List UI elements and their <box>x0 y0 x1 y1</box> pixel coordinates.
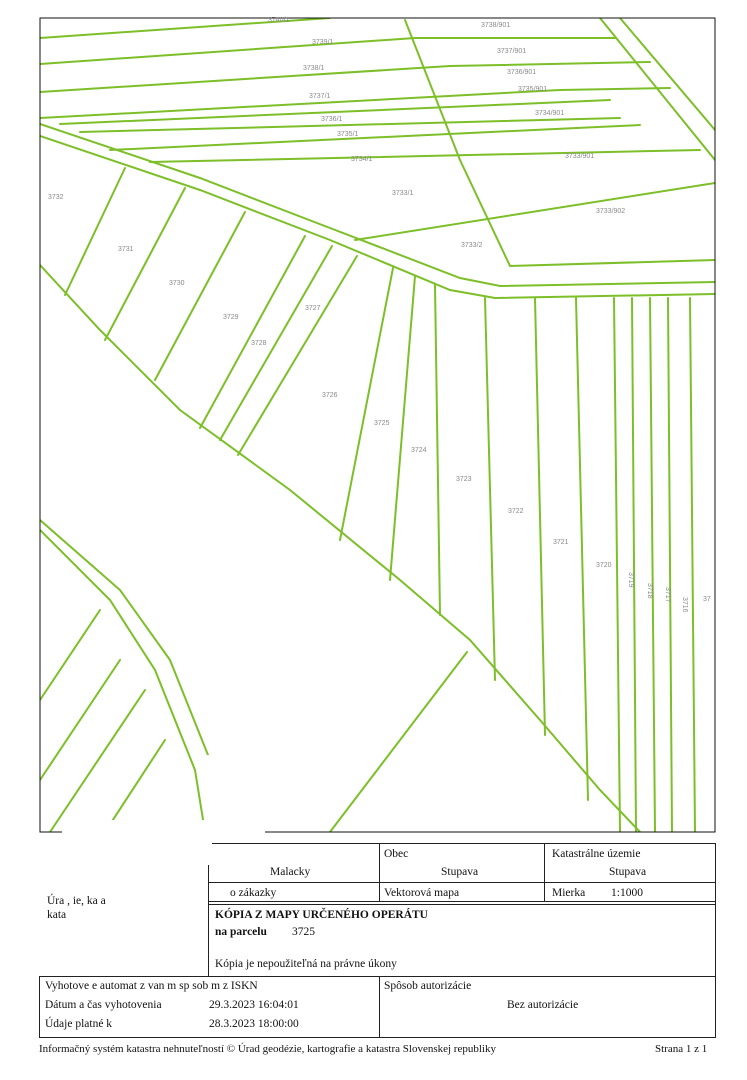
parcel-boundary <box>65 168 125 295</box>
parcel-number-label: 3734/901 <box>535 110 565 117</box>
municipality-label: Obec <box>384 848 409 860</box>
parcel-boundary <box>535 298 545 735</box>
parcel-number-label: 3726 <box>322 392 338 399</box>
parcel-number-label: 3728 <box>251 340 267 347</box>
parcel-number-label: 3737/901 <box>497 48 527 55</box>
parcel-value: 3725 <box>292 926 315 938</box>
parcel-number-label: 3725 <box>374 420 390 427</box>
parcel-boundary <box>40 610 100 700</box>
parcel-number-label: 3722 <box>508 508 524 515</box>
parcel-number-label: 3717 <box>664 587 671 603</box>
page-number: Strana 1 z 1 <box>655 1043 708 1055</box>
office-name-2: kata <box>47 909 67 921</box>
parcel-boundary <box>40 265 640 832</box>
road-edge <box>40 136 715 298</box>
district-value: Malacky <box>270 866 311 878</box>
parcel-number-label: 3737/1 <box>309 93 331 100</box>
parcel-boundary <box>668 298 672 832</box>
authorization-value: Bez autorizácie <box>507 999 579 1011</box>
parcel-boundary <box>40 530 205 832</box>
parcel-boundary <box>435 285 440 615</box>
parcel-boundary <box>576 298 588 800</box>
parcel-number-label: 3735/1 <box>337 131 359 138</box>
parcel-number-label: 3738/901 <box>481 22 511 29</box>
parcel-label: na parcelu <box>215 926 267 938</box>
parcel-number-label: 3729 <box>223 314 239 321</box>
datetime-label: Dátum a čas vyhotovenia <box>45 999 162 1011</box>
parcel-number-label: 3719 <box>627 572 634 588</box>
parcel-boundary <box>390 276 415 580</box>
parcel-boundary <box>150 150 700 162</box>
municipality-value: Stupava <box>441 866 479 878</box>
parcel-boundary <box>330 652 467 832</box>
parcel-boundary <box>220 246 332 440</box>
parcel-boundary <box>50 690 145 832</box>
parcel-boundary <box>40 520 222 832</box>
parcel-number-label: 3720 <box>596 562 612 569</box>
cadastral-area-value: Stupava <box>609 866 647 878</box>
parcel-boundary <box>614 298 620 832</box>
parcel-number-label: 3731 <box>118 246 134 253</box>
parcel-number-label: 3735/901 <box>518 86 548 93</box>
parcel-number-label: 3738/1 <box>303 65 325 72</box>
parcel-number-label: 3724 <box>411 447 427 454</box>
parcel-number-label: 3736/1 <box>321 116 343 123</box>
parcel-boundary <box>105 740 165 832</box>
parcel-boundary <box>690 298 695 832</box>
order-label: o zákazky <box>230 887 277 899</box>
copyright-text: Informačný systém katastra nehnuteľností © Úrad geodézie, kartografie a katastra Slovenskej republiky <box>39 1043 496 1055</box>
parcel-number-label: 37 <box>703 596 711 603</box>
valid-value: 28.3.2023 18:00:00 <box>209 1018 299 1030</box>
scale-value: 1:1000 <box>611 887 643 899</box>
parcel-boundary <box>650 298 655 832</box>
parcel-number-label: 3723 <box>456 476 472 483</box>
parcel-boundary <box>40 660 120 780</box>
cadastral-area-label: Katastrálne územie <box>552 848 641 860</box>
parcel-boundary <box>105 188 185 340</box>
parcel-number-label: 3733/902 <box>596 208 626 215</box>
authorization-label: Spôsob autorizácie <box>384 980 472 992</box>
scale-label: Mierka <box>552 887 586 899</box>
office-name: Úra , ie, ka a <box>47 895 106 907</box>
parcel-number-label: 3740/1 <box>268 17 290 24</box>
parcel-number-label: 3734/1 <box>351 156 373 163</box>
legal-notice: Kópia je nepoužiteľná na právne úkony <box>215 958 397 970</box>
parcel-number-label: 3733/2 <box>461 242 483 249</box>
parcel-boundary <box>620 18 715 130</box>
parcel-number-label: 3732 <box>48 194 64 201</box>
parcel-number-label: 3721 <box>553 539 569 546</box>
parcel-boundary <box>40 62 650 92</box>
parcel-number-label: 3739/1 <box>312 39 334 46</box>
parcel-boundary <box>405 20 715 266</box>
parcel-number-label: 3727 <box>305 305 321 312</box>
parcel-number-label: 3718 <box>646 583 653 599</box>
parcel-number-label: 3736/901 <box>507 69 537 76</box>
parcel-number-label: 3733/901 <box>565 153 595 160</box>
parcel-number-label: 3730 <box>169 280 185 287</box>
parcel-number-label: 3733/1 <box>392 190 414 197</box>
parcel-boundary <box>485 298 495 680</box>
parcel-boundary <box>632 298 636 832</box>
datetime-value: 29.3.2023 16:04:01 <box>209 999 299 1011</box>
generated-label: Vyhotove e automat z van m sp sob m z ISKN <box>45 980 258 992</box>
document-title: KÓPIA Z MAPY URČENÉHO OPERÁTU <box>215 909 428 921</box>
parcel-boundary <box>238 256 357 455</box>
parcel-number-label: 3716 <box>681 597 688 613</box>
parcel-boundary <box>155 212 245 380</box>
parcel-boundary <box>40 88 670 118</box>
map-type: Vektorová mapa <box>384 887 460 899</box>
valid-label: Údaje platné k <box>45 1018 113 1030</box>
parcel-boundary <box>340 268 393 540</box>
